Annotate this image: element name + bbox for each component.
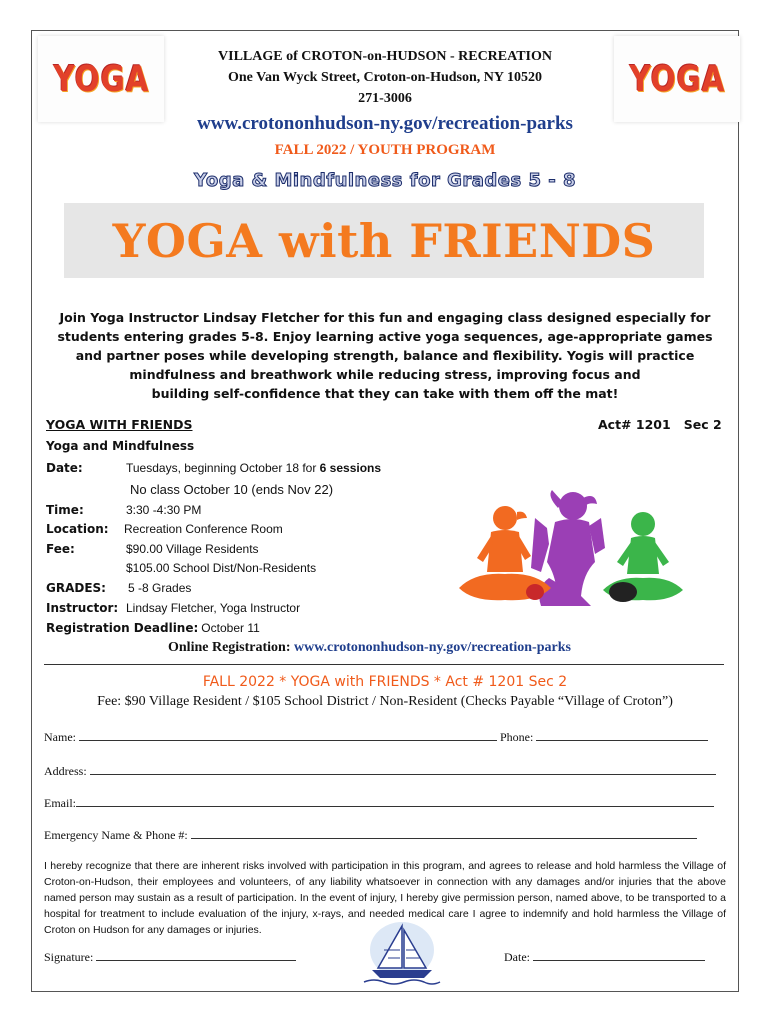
date-row: Date: [504,950,705,965]
online-registration: Online Registration: www.crotononhudson-ny.gov/recreation-parks [168,640,571,655]
intro-line: and partner poses while developing strength, balance and flexibility. Yogis will practice [75,348,695,363]
address-field[interactable] [90,764,716,775]
location-value: Recreation Conference Room [124,522,283,536]
phone-line: 271-3006 [358,91,412,106]
intro-line: Join Yoga Instructor Lindsay Fletcher for this fun and engaging class designed especially for [59,310,711,325]
fee-label: Fee: [46,542,75,556]
sailboat-icon [360,920,444,986]
yoga-figures-illustration [455,488,690,614]
title-banner [64,203,704,278]
grades-label: GRADES: [46,581,106,595]
name-row: Name: Phone: [44,730,708,745]
grades-value: 5 -8 Grades [128,581,192,595]
org-line: VILLAGE of CROTON-on-HUDSON - RECREATION [218,49,552,64]
address-line: One Van Wyck Street, Croton-on-Hudson, NY 10520 [227,70,542,85]
emergency-field[interactable] [191,828,697,839]
deadline-row: Registration Deadline: October 11 [46,621,260,635]
emergency-row: Emergency Name & Phone #: [44,828,697,843]
waiver-text: I hereby recognize that there are inherent risks involved with participation in this program, and agrees to release and hold harmless the Village of Croton-on-Hudson, their employees and volunteers, of any liability whatsoever in connection with any damages and/or injuries that the above named person may sustain as a result of participation. In the event of injury, I hereby give permission person, named above, to be transported to a hospital for treatment to include evaluation of the injury, x-rays, and needed medical care I agree to indemnify and hold harmless the Village of Croton on Hudson for any damages or injuries. [44,860,726,936]
instructor-value: Lindsay Fletcher, Yoga Instructor [126,601,301,615]
date-value: Tuesdays, beginning October 18 for 6 sessions [126,461,382,475]
form-fee-note: Fee: $90 Village Resident / $105 School District / Non-Resident (Checks Payable “Village of Croton”) [97,694,673,709]
signature-date-field[interactable] [533,950,705,961]
yoga-logo-left: YOGA [38,36,164,122]
red-accent [526,584,544,600]
phone-field[interactable] [536,730,708,741]
time-label: Time: [46,503,84,517]
program-subtitle: Yoga & Mindfulness for Grades 5 - 8 [193,170,577,191]
dark-ball [609,582,637,602]
activity-number: Act# 1201 Sec 2 [598,417,722,432]
yoga-logo-right: YOGA [614,36,740,122]
instructor-label: Instructor: [46,601,119,615]
signature-row: Signature: [44,950,296,965]
online-registration-link[interactable]: www.crotononhudson-ny.gov/recreation-parks [294,640,571,655]
address-row: Address: [44,764,716,779]
program-sub: Yoga and Mindfulness [46,439,195,453]
fee-value-resident: $90.00 Village Residents [126,542,259,556]
date-label: Date: [46,461,83,475]
location-label: Location: [46,522,109,536]
intro-line: students entering grades 5-8. Enjoy learning active yoga sequences, age-appropriate games [57,329,713,344]
no-class-note: No class October 10 (ends Nov 22) [130,482,334,497]
time-value: 3:30 -4:30 PM [126,503,202,517]
email-row: Email: [44,796,714,811]
email-field[interactable] [76,796,714,807]
program-title: YOGA WITH FRIENDS [46,417,193,432]
signature-field[interactable] [96,950,296,961]
season-label: FALL 2022 / YOUTH PROGRAM [274,142,496,158]
section-divider [44,664,724,665]
name-field[interactable] [79,730,497,741]
fee-value-nonresident: $105.00 School Dist/Non-Residents [126,561,317,575]
intro-line: building self-confidence that they can take with them off the mat! [151,386,619,401]
website-link[interactable]: www.crotononhudson-ny.gov/recreation-parks [197,113,573,134]
intro-line: mindfulness and breathwork while reducing stress, improving focus and [129,367,641,382]
banner-title: YOGA with FRIENDS [112,213,656,268]
intro-paragraph [44,308,726,403]
form-heading: FALL 2022 * YOGA with FRIENDS * Act # 1201 Sec 2 [202,674,568,690]
